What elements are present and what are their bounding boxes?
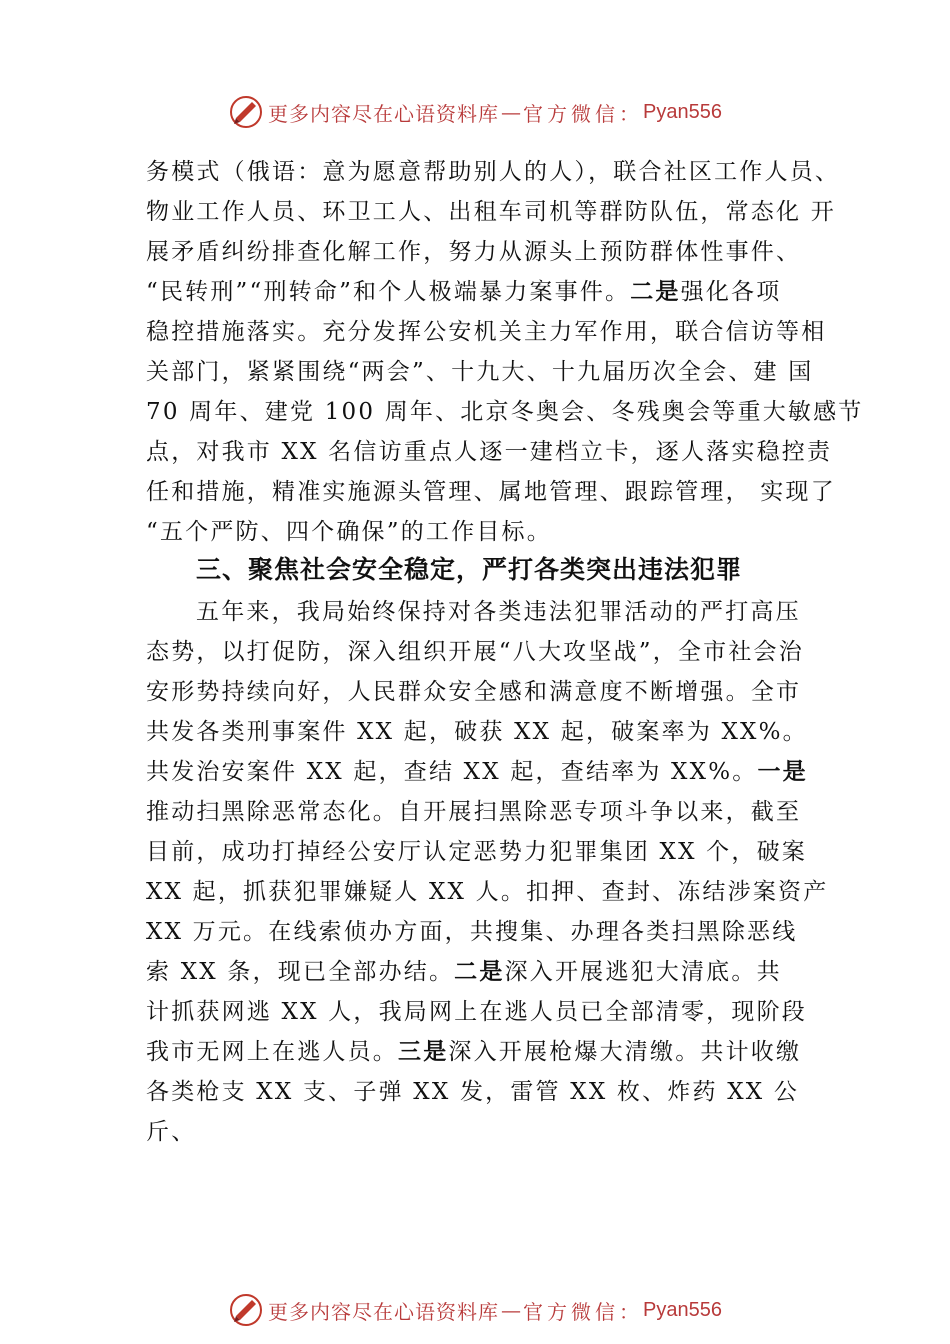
body-line: 五年来，我局始终保持对各类违法犯罪活动的严打高压: [196, 599, 801, 625]
body-line: 任和措施，精准实施源头管理、属地管理、跟踪管理， 实现了: [146, 479, 836, 505]
body-line: 斤、: [146, 1119, 197, 1145]
footer-watermark: [0, 1290, 950, 1330]
watermark-text: 更多内容尽在心语资料库: [268, 101, 500, 126]
body-line: 70 周年、建党 100 周年、北京冬奥会、冬残奥会等重大敏感节: [146, 399, 864, 425]
watermark-text: 更多内容尽在心语资料库: [268, 1299, 500, 1324]
header-watermark: [0, 92, 950, 132]
body-line: XX 万元。在线索侦办方面，共搜集、办理各类扫黑除恶线: [146, 919, 798, 945]
body-text: 共发治安案件 XX 起，查结 XX 起，查结率为 XX%。: [146, 759, 758, 785]
body-line: [146, 272, 836, 312]
watermark-id: Pyan556: [643, 1298, 722, 1321]
watermark-label: 官方微信：: [523, 1299, 644, 1324]
body-line: 点，对我市 XX 名信访重点人逐一建档立卡，逐人落实稳控责: [146, 439, 833, 465]
body-text: 深入开展逃犯大清底。共: [504, 959, 782, 985]
body-line: 计抓获网逃 XX 人，我局网上在逃人员已全部清零，现阶段: [146, 999, 807, 1025]
body-line: 稳控措施落实。充分发挥公安机关主力军作用，联合信访等相: [146, 319, 827, 345]
bold-marker: 三是: [398, 1039, 449, 1065]
body-line: 安形势持续向好，人民群众安全感和满意度不断增强。全市: [146, 679, 802, 705]
watermark-id: Pyan556: [643, 100, 722, 123]
section-heading: 三、聚焦社会安全稳定，严打各类突出违法犯罪: [196, 555, 743, 584]
body-line: 共发各类刑事案件 XX 起，破获 XX 起，破案率为 XX%。: [146, 719, 808, 745]
body-line: [146, 752, 836, 792]
pen-logo-icon: [228, 1292, 264, 1328]
watermark-separator: —: [501, 1298, 522, 1322]
body-line: XX 起，抓获犯罪嫌疑人 XX 人。扣押、查封、冻结涉案资产: [146, 879, 829, 905]
body-line: 关部门，紧紧围绕“两会”、十九大、十九届历次全会、建 国: [146, 359, 814, 385]
bold-marker: 一是: [757, 759, 808, 785]
body-line: “五个严防、四个确保”的工作目标。: [146, 519, 552, 545]
body-line: 各类枪支 XX 支、子弹 XX 发，雷管 XX 枚、炸药 XX 公: [146, 1079, 800, 1105]
body-line: 展矛盾纠纷排查化解工作，努力从源头上预防群体性事件、: [146, 239, 802, 265]
watermark-label: 官方微信：: [523, 101, 644, 126]
body-text: 强化各项: [680, 279, 782, 305]
body-line: [146, 1032, 836, 1072]
bold-marker: 二是: [630, 279, 681, 305]
body-text: 索 XX 条，现已全部办结。: [146, 959, 455, 985]
body-text: 我市无网上在逃人员。: [146, 1039, 398, 1065]
body-text: 深入开展枪爆大清缴。共计收缴: [448, 1039, 802, 1065]
body-line: 物业工作人员、环卫工人、出租车司机等群防队伍，常态化 开: [146, 199, 836, 225]
body-line: 态势，以打促防，深入组织开展“八大攻坚战”，全市社会治: [146, 639, 804, 665]
pen-logo-icon: [228, 94, 264, 130]
body-line: 目前，成功打掉经公安厅认定恶势力犯罪集团 XX 个，破案: [146, 839, 807, 865]
body-line: [146, 952, 836, 992]
body-text: “民转刑”“刑转命”和个人极端暴力案事件。: [146, 279, 631, 305]
bold-marker: 二是: [454, 959, 505, 985]
body-line: 推动扫黑除恶常态化。自开展扫黑除恶专项斗争以来，截至: [146, 799, 802, 825]
watermark-separator: —: [501, 100, 522, 124]
body-line: 务模式（俄语：意为愿意帮助别人的人），联合社区工作人员、: [146, 159, 841, 185]
